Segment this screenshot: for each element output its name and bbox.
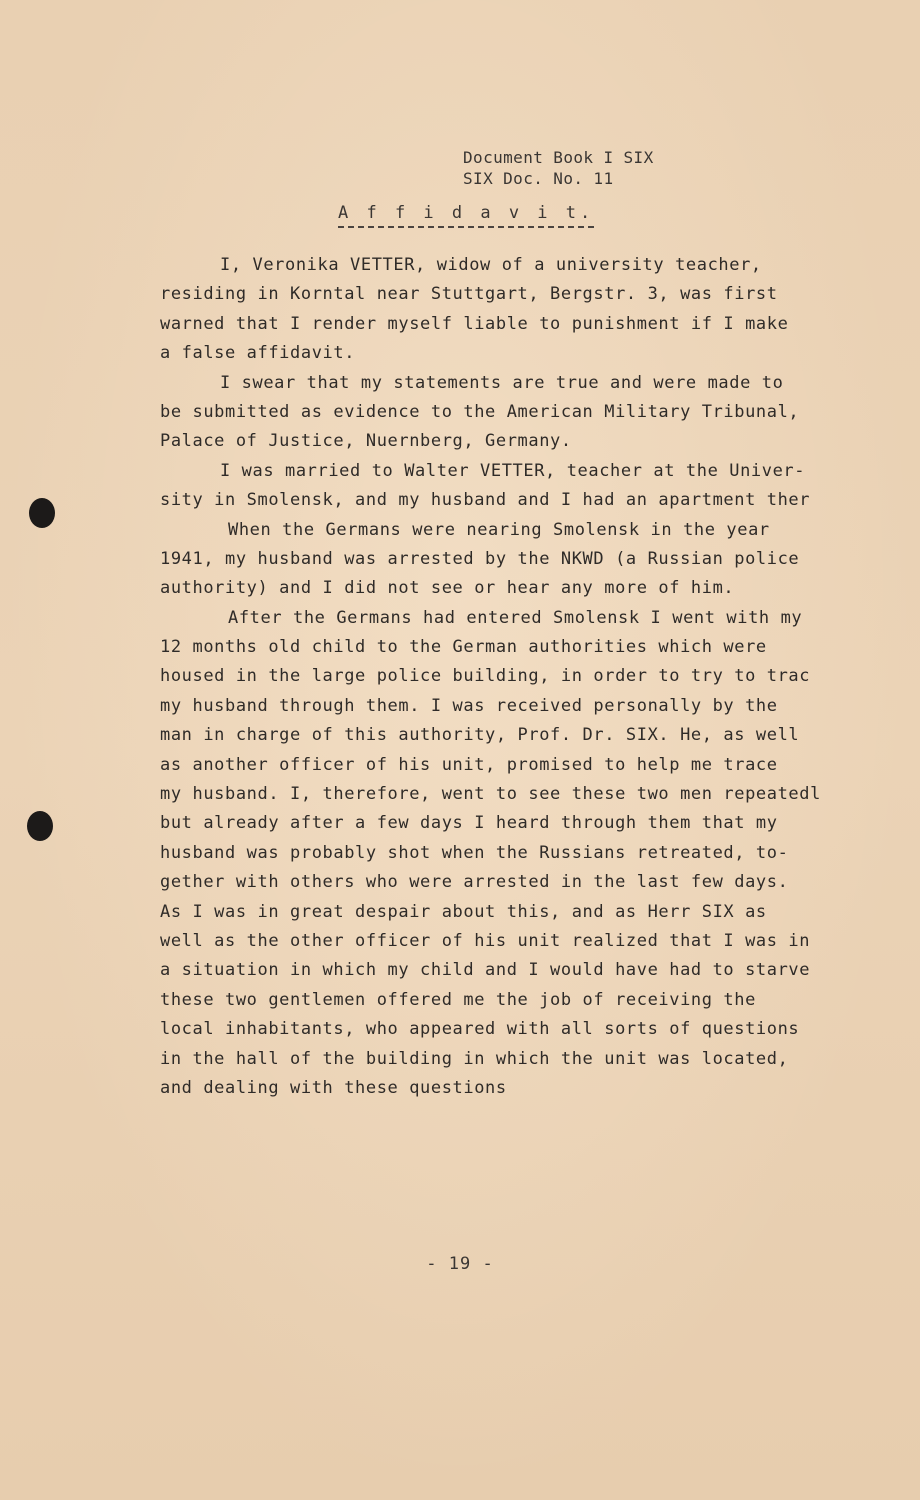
body-line: in the hall of the building in which the unit was located, [160,1048,789,1069]
body-line: I was married to Walter VETTER, teacher at the Univer- [220,460,806,481]
document-title: A f f i d a v i t. [338,203,594,228]
document-number: SIX Doc. No. 11 [463,169,614,188]
body-line: and dealing with these questions [160,1077,507,1098]
body-line: be submitted as evidence to the American Military Tribunal, [160,401,800,422]
body-line: 1941, my husband was arrested by the NKWD (a Russian police [160,548,800,569]
body-line: Palace of Justice, Nuernberg, Germany. [160,431,572,452]
body-line: When the Germans were nearing Smolensk in the year [228,519,770,540]
body-line: housed in the large police building, in order to try to trac [160,666,811,687]
body-line: warned that I render myself liable to punishment if I make [160,313,789,334]
body-line: sity in Smolensk, and my husband and I had an apartment ther [160,490,811,511]
punch-hole-top [29,498,55,528]
affidavit-body [160,251,880,1103]
body-line: these two gentlemen offered me the job of receiving the [160,989,756,1010]
body-line: I, Veronika VETTER, widow of a university teacher, [220,255,762,275]
body-line: as another officer of his unit, promised to help me trace [160,754,778,775]
body-line: a false affidavit. [160,343,356,364]
body-line: well as the other officer of his unit realized that I was in [160,930,811,951]
document-header [463,147,654,189]
body-line: but already after a few days I heard through them that my [160,813,778,834]
body-line: residing in Korntal near Stuttgart, Bergstr. 3, was first [160,284,778,305]
page-number: - 19 - [426,1254,494,1274]
body-line: 12 months old child to the German authorities which were [160,637,767,658]
body-line: gether with others who were arrested in the last few days. [160,872,789,893]
body-line: man in charge of this authority, Prof. Dr. SIX. He, as well [160,725,800,746]
body-line: my husband. I, therefore, went to see these two men repeatedl [160,784,821,805]
body-line: my husband through them. I was received personally by the [160,695,778,716]
body-line: As I was in great despair about this, and as Herr SIX as [160,901,767,922]
body-line: husband was probably shot when the Russians retreated, to- [160,842,789,863]
body-line: I swear that my statements are true and were made to [220,372,784,393]
body-line: a situation in which my child and I would have had to starve [160,960,811,981]
body-line: authority) and I did not see or hear any more of him. [160,578,735,599]
body-line: local inhabitants, who appeared with all sorts of questions [160,1019,800,1040]
document-book-reference: Document Book I SIX [463,148,654,167]
body-line: After the Germans had entered Smolensk I went with my [228,607,803,628]
punch-hole-bottom [27,811,53,841]
